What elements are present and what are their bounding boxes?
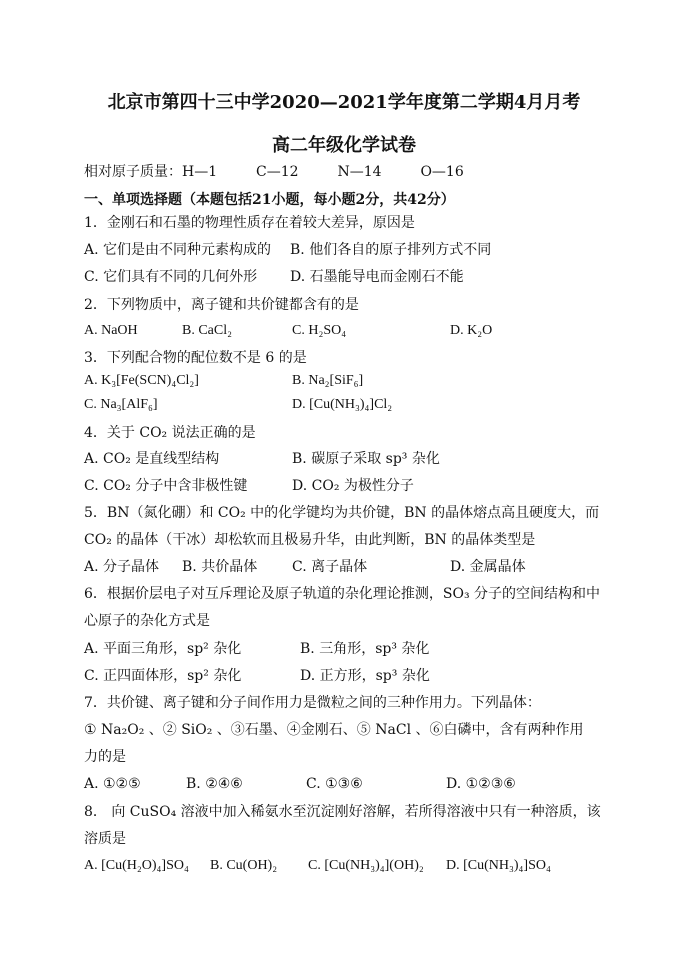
- q8-option-d[interactable]: D. [Cu(NH₃)₄]SO₄: [446, 858, 551, 873]
- question-1-stem: 1．金刚石和石墨的物理性质存在着较大差异，原因是: [84, 215, 415, 231]
- atomic-mass-line: [84, 163, 464, 181]
- q5-option-a[interactable]: A. 分子晶体: [84, 559, 160, 575]
- q1-option-b[interactable]: B. 他们各自的原子排列方式不同: [290, 242, 492, 258]
- q5-option-c[interactable]: C. 离子晶体: [292, 559, 368, 575]
- q6-option-d[interactable]: D. 正方形，sp³ 杂化: [300, 668, 430, 684]
- question-5-stem-line-2: CO₂ 的晶体（干冰）却松软而且极易升华，由此判断，BN 的晶体类型是: [84, 532, 536, 548]
- exam-title: 北京市第四十三中学2020—2021学年度第二学期4月月考: [107, 92, 581, 113]
- q6-option-a[interactable]: A. 平面三角形，sp² 杂化: [84, 641, 242, 657]
- q5-option-b[interactable]: B. 共价晶体: [182, 559, 258, 575]
- q1-option-a[interactable]: A. 它们是由不同种元素构成的: [84, 242, 272, 258]
- q1-option-c[interactable]: C. 它们具有不同的几何外形: [84, 269, 258, 285]
- q2-option-a[interactable]: A. NaOH: [84, 323, 138, 338]
- atomic-mass-c: C—12: [256, 164, 299, 180]
- q5-option-d[interactable]: D. 金属晶体: [450, 559, 526, 575]
- q8-option-b[interactable]: B. Cu(OH)₂: [210, 858, 278, 873]
- question-5-stem-line-1: 5．BN（氮化硼）和 CO₂ 中的化学键均为共价键，BN 的晶体熔点高且硬度大，而: [84, 505, 600, 521]
- question-8-stem-line-1: 8． 向 CuSO₄ 溶液中加入稀氨水至沉淀刚好溶解，若所得溶液中只有一种溶质，该: [84, 804, 601, 820]
- q7-option-c[interactable]: C. ①③⑥: [306, 776, 363, 792]
- atomic-mass-h: 相对原子质量：H—1: [84, 164, 218, 180]
- q3-option-c[interactable]: C. Na₃[AlF₆]: [84, 397, 158, 412]
- q3-option-a[interactable]: A. K₃[Fe(SCN)₄Cl₂]: [84, 373, 199, 388]
- section-heading: 一、单项选择题（本题包括21小题，每小题2分，共42分）: [84, 192, 455, 208]
- question-2-stem: 2．下列物质中，离子键和共价键都含有的是: [84, 297, 359, 313]
- q7-option-d[interactable]: D. ①②③⑥: [446, 776, 516, 792]
- q4-option-b[interactable]: B. 碳原子采取 sp³ 杂化: [292, 451, 440, 467]
- atomic-mass-o: O—16: [420, 164, 464, 180]
- q3-option-d[interactable]: D. [Cu(NH₃)₄]Cl₂: [292, 397, 393, 412]
- q2-option-d[interactable]: D. K₂O: [450, 323, 493, 338]
- question-7-stem-line-2: ① Na₂O₂ 、② SiO₂ 、③石墨、④金刚石、⑤ NaCl 、⑥白磷中，含有两种作用: [84, 722, 584, 738]
- q2-option-b[interactable]: B. CaCl₂: [182, 323, 232, 338]
- q2-option-c[interactable]: C. H₂SO₄: [292, 323, 347, 338]
- q7-option-b[interactable]: B. ②④⑥: [186, 776, 243, 792]
- q3-option-b[interactable]: B. Na₂[SiF₆]: [292, 373, 364, 388]
- q4-option-c[interactable]: C. CO₂ 分子中含非极性键: [84, 478, 248, 494]
- q8-option-c[interactable]: C. [Cu(NH₃)₄](OH)₂: [308, 858, 424, 873]
- question-3-stem: 3．下列配合物的配位数不是 6 的是: [84, 350, 307, 366]
- question-6-stem-line-1: 6．根据价层电子对互斥理论及原子轨道的杂化理论推测，SO₃ 分子的空间结构和中: [84, 586, 601, 602]
- q6-option-c[interactable]: C. 正四面体形，sp² 杂化: [84, 668, 242, 684]
- question-7-stem-line-3: 力的是: [84, 749, 126, 765]
- atomic-mass-n: N—14: [337, 164, 382, 180]
- question-4-stem: 4．关于 CO₂ 说法正确的是: [84, 425, 256, 441]
- question-7-stem-line-1: 7．共价键、离子键和分子间作用力是微粒之间的三种作用力。下列晶体：: [84, 695, 541, 711]
- question-8-stem-line-2: 溶质是: [84, 831, 126, 847]
- question-6-stem-line-2: 心原子的杂化方式是: [84, 613, 210, 629]
- exam-subtitle: 高二年级化学试卷: [272, 135, 416, 156]
- q1-option-d[interactable]: D. 石墨能导电而金刚石不能: [290, 269, 464, 285]
- q6-option-b[interactable]: B. 三角形，sp³ 杂化: [300, 641, 430, 657]
- q4-option-a[interactable]: A. CO₂ 是直线型结构: [84, 451, 220, 467]
- q8-option-a[interactable]: A. [Cu(H₂O)₄]SO₄: [84, 858, 189, 873]
- q4-option-d[interactable]: D. CO₂ 为极性分子: [292, 478, 414, 494]
- q7-option-a[interactable]: A. ①②⑤: [84, 776, 141, 792]
